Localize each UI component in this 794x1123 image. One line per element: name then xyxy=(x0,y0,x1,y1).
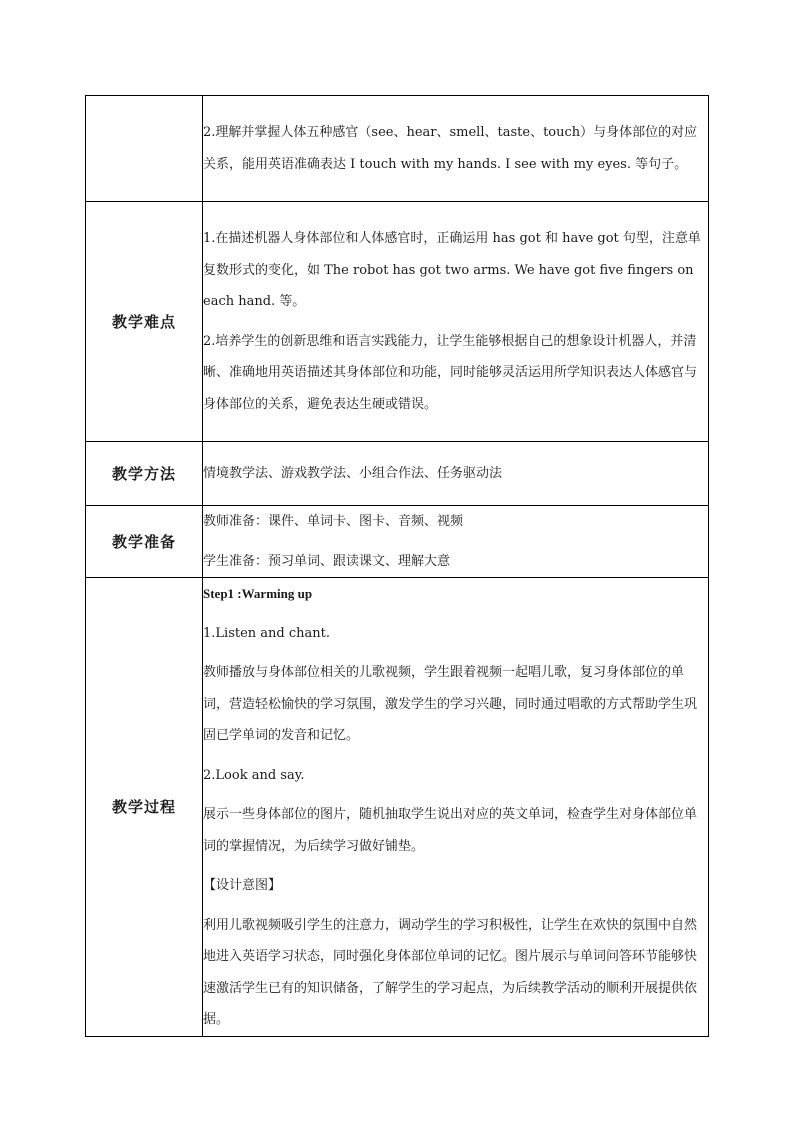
teacher-preparation: 教师准备：课件、单词卡、图卡、音频、视频 xyxy=(203,514,464,529)
methods-label: 教学方法 xyxy=(86,442,203,506)
objectives-label-cell xyxy=(86,96,203,202)
objectives-content-cell xyxy=(203,96,709,202)
design-intent-text: 利用儿歌视频吸引学生的注意力，调动学生的学习积极性，让学生在欢快的氛围中自然地进入英语学习状态，同时强化身体部位单词的记忆。图片展示与单词问答环节能够快速激活学生已有的知识储备，了解学生的学习起点，为后续教学活动的顺利开展提供依据。 xyxy=(203,917,698,1027)
preparation-label: 教学准备 xyxy=(86,506,203,578)
objectives-row xyxy=(86,96,709,202)
methods-row xyxy=(86,442,709,506)
process-content-cell xyxy=(203,578,709,1037)
preparation-row xyxy=(86,506,709,578)
methods-content-cell xyxy=(203,442,709,506)
step-title: Step1 :Warming up xyxy=(203,586,313,601)
process-label: 教学过程 xyxy=(86,578,203,1037)
difficulties-row xyxy=(86,202,709,442)
student-preparation: 学生准备：预习单词、跟读课文、理解大意 xyxy=(203,553,451,569)
difficulty-item-2: 2.培养学生的创新思维和语言实践能力，让学生能够根据自己的想象设计机器人，并清晰、准确地用英语描述其身体部位和功能，同时能够灵活运用所学知识表达人体感官与身体部位的关系，避免表达生硬或错误。 xyxy=(203,333,698,412)
step2-activity-text: 展示一些身体部位的图片，随机抽取学生说出对应的英文单词，检查学生对身体部位单词的掌握情况，为后续学习做好铺垫。 xyxy=(203,807,698,854)
step2-activity-title: 2.Look and say. xyxy=(203,767,305,783)
process-row xyxy=(86,578,709,1037)
preparation-content-cell xyxy=(203,506,709,578)
lesson-plan-table xyxy=(85,95,709,1037)
objective-item-2: 2.理解并掌握人体五种感官（see、hear、smell、taste、touch）与身体部位的对应关系，能用英语准确表达 I touch with my hands. I see with my eyes. 等句子。 xyxy=(203,125,698,172)
difficulty-item-1: 1.在描述机器人身体部位和人体感官时，正确运用 has got 和 have got 句型，注意单复数形式的变化，如 The robot has got two arms. We have got five fingers on each hand. 等。 xyxy=(203,231,701,309)
step1-activity-title: 1.Listen and chant. xyxy=(203,625,330,641)
difficulties-label: 教学难点 xyxy=(86,202,203,442)
design-intent-title: 【设计意图】 xyxy=(203,878,282,893)
methods-text: 情境教学法、游戏教学法、小组合作法、任务驱动法 xyxy=(203,465,503,481)
difficulties-content-cell xyxy=(203,202,709,442)
step1-activity-text: 教师播放与身体部位相关的儿歌视频，学生跟着视频一起唱儿歌，复习身体部位的单词，营造轻松愉快的学习氛围，激发学生的学习兴趣，同时通过唱歌的方式帮助学生巩固已学单词的发音和记忆。 xyxy=(203,665,698,743)
